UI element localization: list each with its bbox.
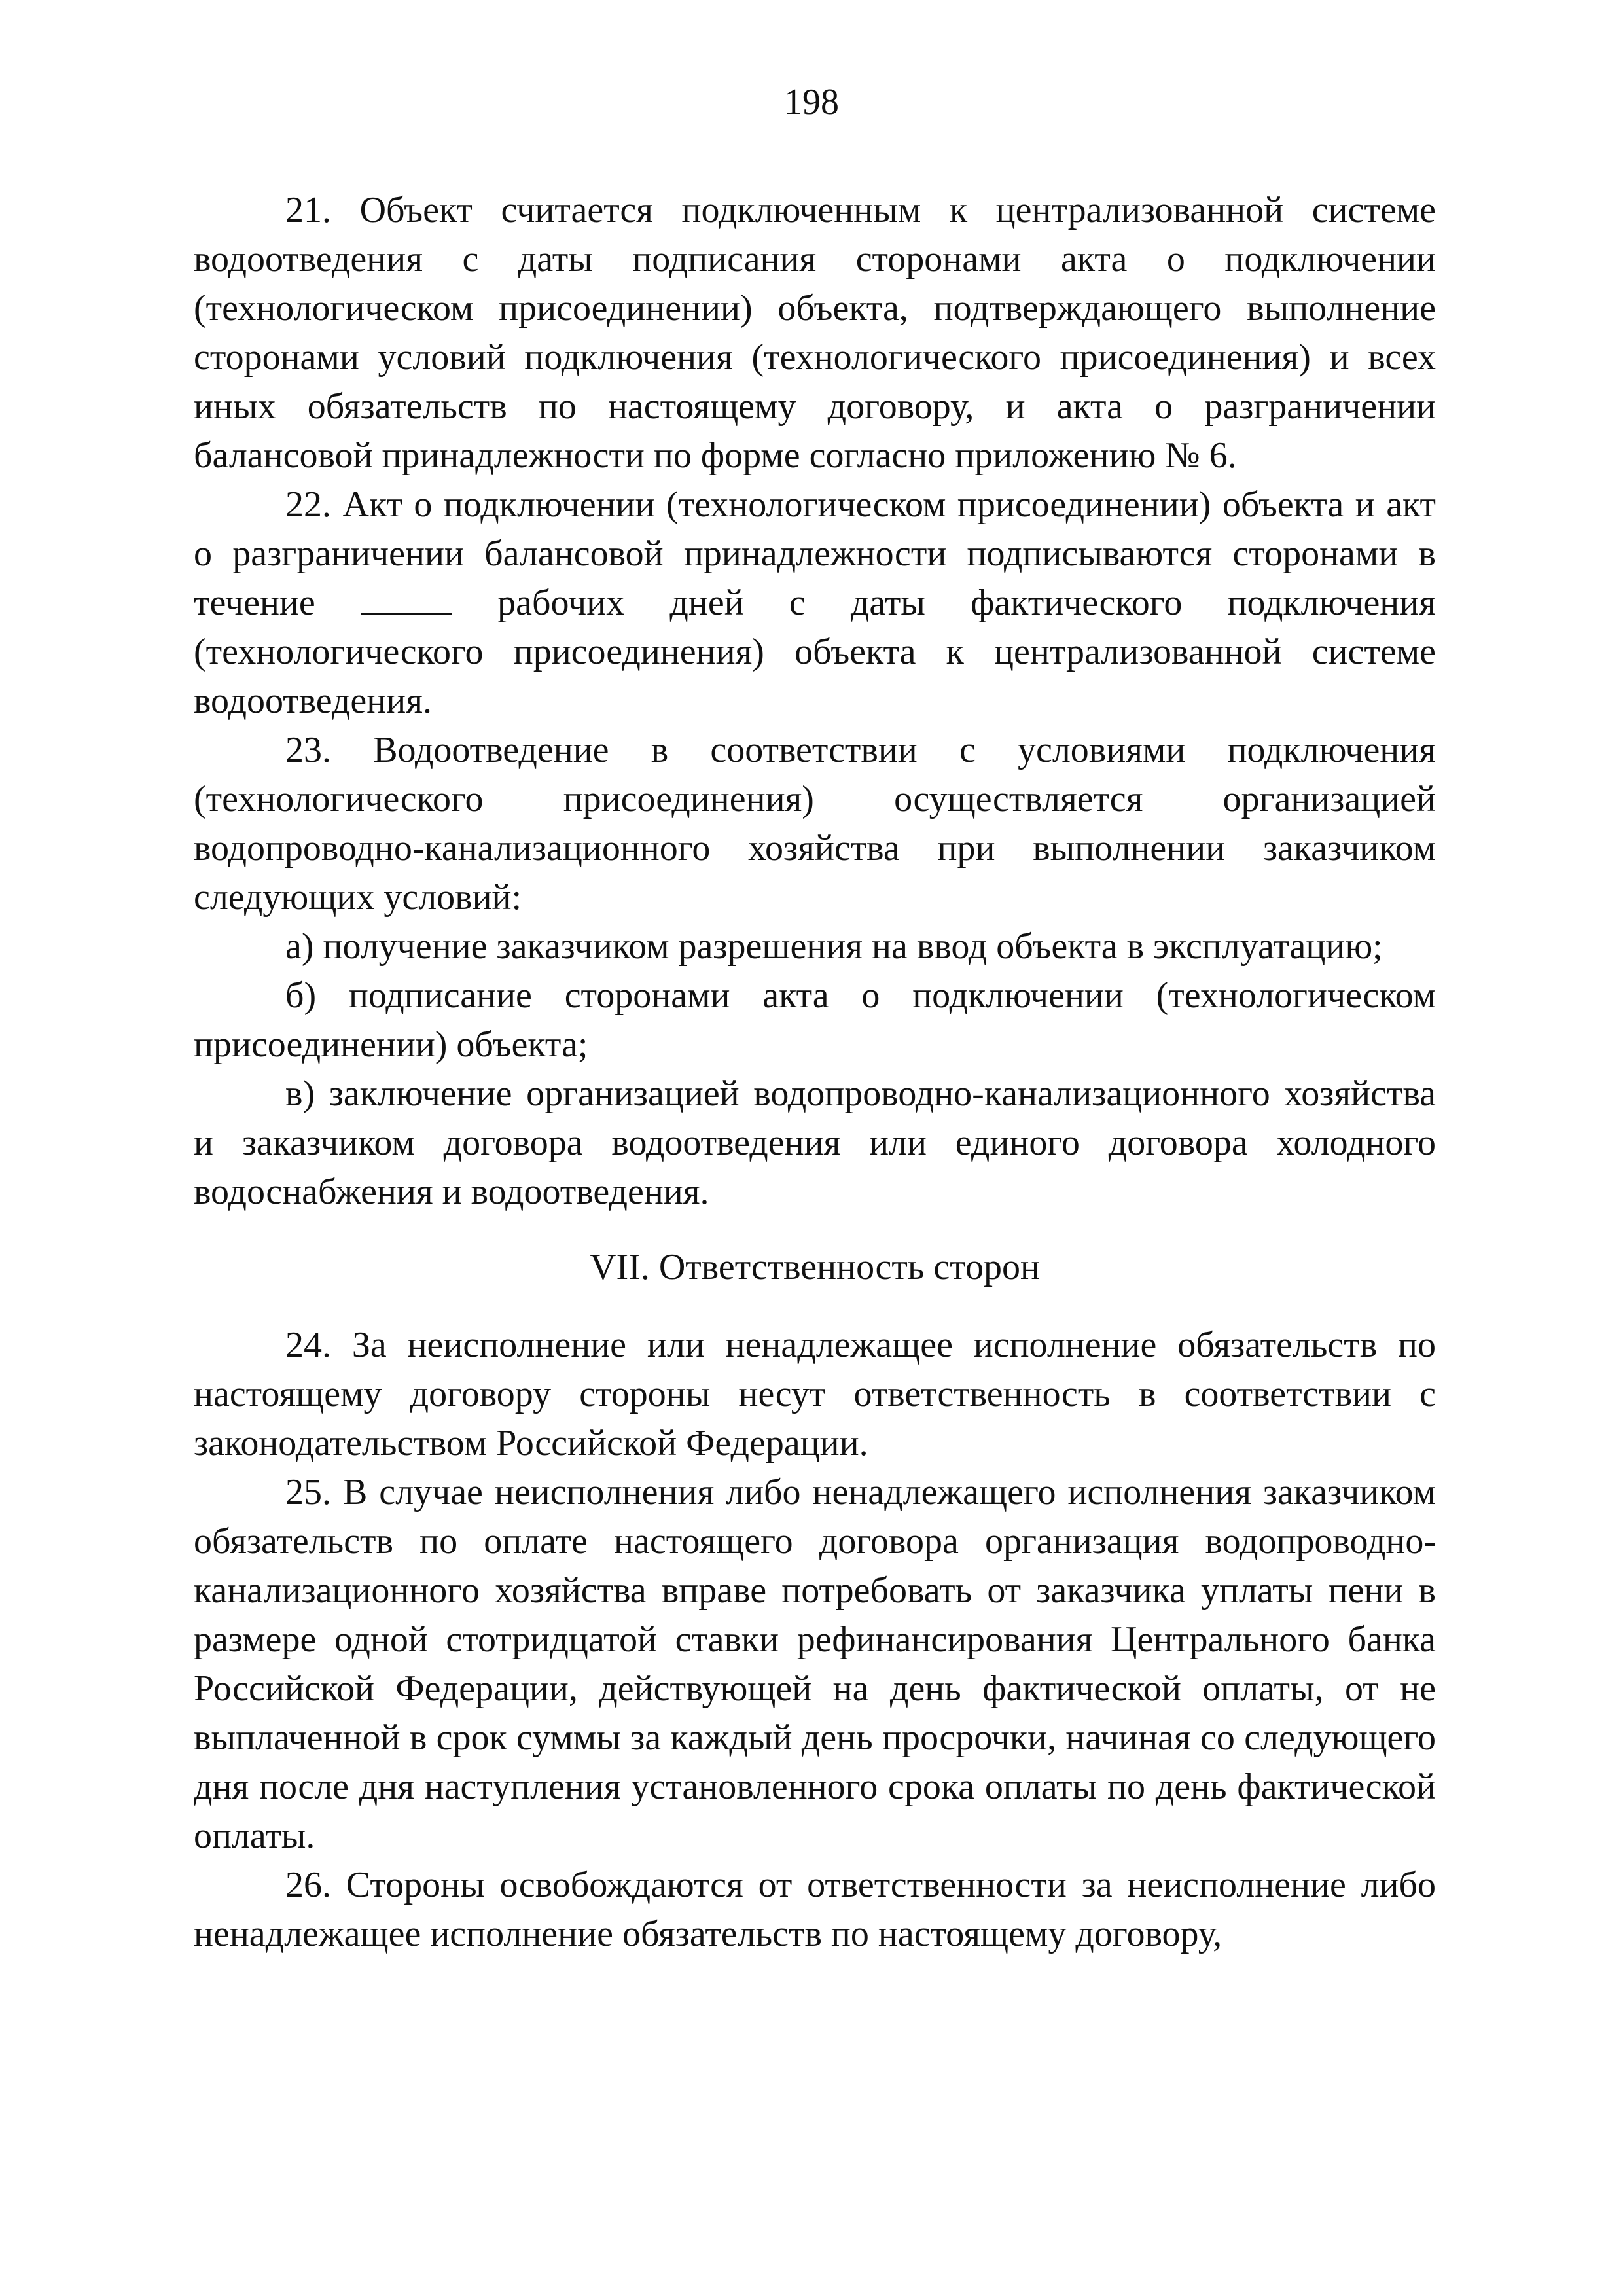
paragraph-22-text-start: 22. Акт о подключении (технологическом присоединении) объекта и акт о разграничении балансовой принадлежности подписываются сторонами в течение bbox=[194, 484, 1436, 623]
document-body bbox=[194, 186, 1436, 1959]
paragraph-25: 25. В случае неисполнения либо ненадлежащего исполнения заказчиком обязательств по оплате настоящего договора организация водопроводно-канализационного хозяйства вправе потребовать от заказчика уплаты пени в размере одной стотридцатой ставки рефинансирования Центрального банка Российской Федерации, действующей на день фактической оплаты, от не выплаченной в срок суммы за каждый день просрочки, начиная со следующего дня после дня наступления установленного срока оплаты по день фактической оплаты. bbox=[194, 1472, 1436, 1856]
paragraph-26: 26. Стороны освобождаются от ответственности за неисполнение либо ненадлежащее исполнение обязательств по настоящему договору, bbox=[194, 1865, 1436, 1954]
paragraph-21: 21. Объект считается подключенным к централизованной системе водоотведения с даты подписания сторонами акта о подключении (технологическом присоединении) объекта, подтверждающего выполнение сторонами условий подключения (технологического присоединения) и всех иных обязательств по настоящему договору, и акта о разграничении балансовой принадлежности по форме согласно приложению № 6. bbox=[194, 190, 1436, 476]
paragraph-22-text-end: рабочих дней с даты фактического подключения (технологического присоединения) объекта к централизованной системе водоотведения. bbox=[194, 583, 1436, 721]
paragraph-23-item-c: в) заключение организацией водопроводно-канализационного хозяйства и заказчиком договора водоотведения или единого договора холодного водоснабжения и водоотведения. bbox=[194, 1073, 1436, 1212]
section-heading: VII. Ответственность сторон bbox=[590, 1247, 1040, 1287]
paragraph-23: 23. Водоотведение в соответствии с условиями подключения (технологического присоединения) осуществляется организацией водопроводно-канализационного хозяйства при выполнении заказчиком следующих условий: bbox=[194, 730, 1436, 918]
page-number: 198 bbox=[784, 82, 839, 122]
paragraph-23-item-b: б) подписание сторонами акта о подключении (технологическом присоединении) объекта; bbox=[194, 975, 1436, 1065]
blank-days-field bbox=[361, 586, 452, 615]
paragraph-23-item-a: а) получение заказчиком разрешения на ввод объекта в эксплуатацию; bbox=[285, 926, 1383, 967]
paragraph-24: 24. За неисполнение или ненадлежащее исполнение обязательств по настоящему договору стороны несут ответственность в соответствии с законодательством Российской Федерации. bbox=[194, 1325, 1436, 1463]
paragraph-22 bbox=[194, 480, 1436, 726]
